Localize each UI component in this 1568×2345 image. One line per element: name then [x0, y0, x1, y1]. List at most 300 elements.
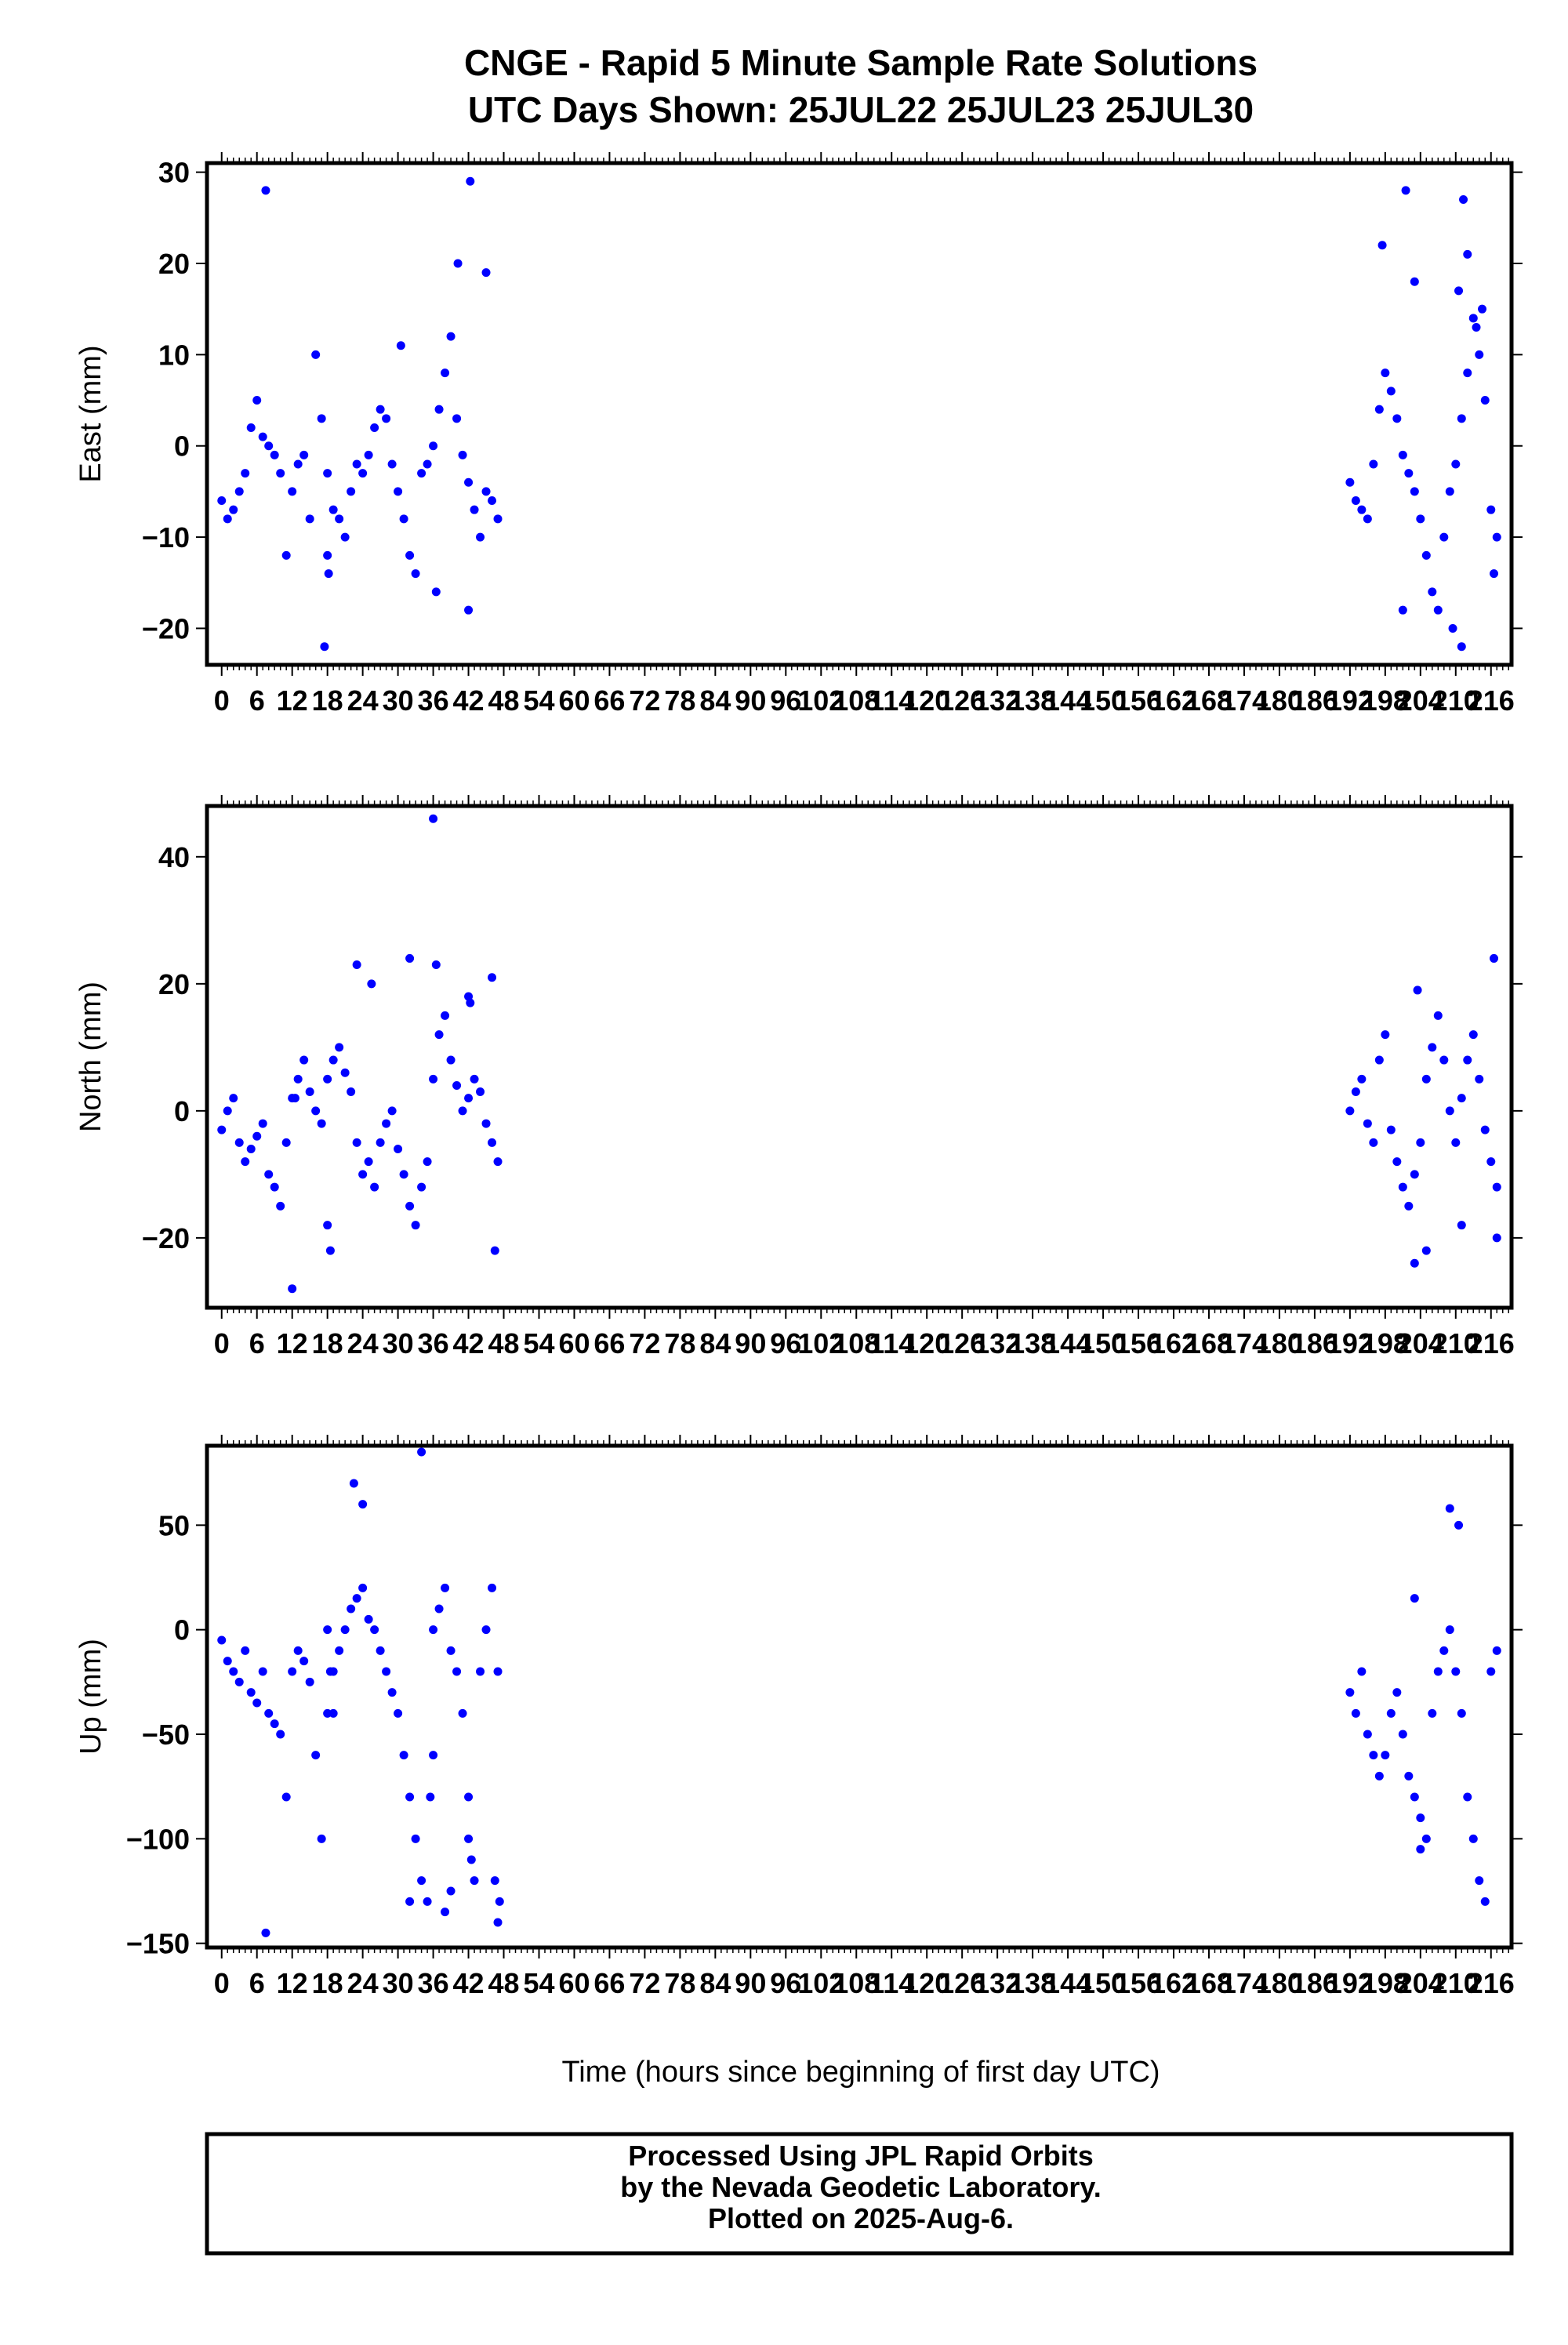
- north-x-tick-label: 132: [974, 1327, 1022, 1359]
- east-data-point: [1459, 195, 1468, 204]
- east-data-point: [435, 405, 444, 414]
- east-x-tick-label: 30: [382, 684, 414, 717]
- up-data-point: [1422, 1835, 1431, 1843]
- up-data-point: [259, 1668, 267, 1676]
- east-data-point: [452, 414, 461, 423]
- north-data-point: [417, 1183, 426, 1192]
- north-x-tick-label: 114: [869, 1327, 915, 1359]
- east-x-tick-label: 216: [1467, 684, 1515, 717]
- up-y-tick-label: −50: [141, 1719, 190, 1751]
- up-data-point: [1410, 1594, 1419, 1603]
- east-data-point: [370, 423, 379, 432]
- east-data-point: [1493, 533, 1501, 542]
- north-data-point: [370, 1183, 379, 1192]
- east-x-tick-label: 210: [1432, 684, 1479, 717]
- up-x-tick-label: 174: [1220, 1967, 1268, 1999]
- east-data-point: [470, 506, 479, 514]
- north-data-point: [432, 960, 441, 969]
- east-data-point: [388, 460, 397, 469]
- east-x-tick-label: 84: [699, 684, 731, 717]
- east-data-point: [259, 433, 267, 441]
- north-data-point: [1493, 1233, 1501, 1242]
- north-x-tick-label: 72: [629, 1327, 661, 1359]
- north-data-point: [466, 999, 474, 1007]
- up-data-point: [1451, 1668, 1460, 1676]
- north-data-point: [247, 1145, 256, 1153]
- east-data-point: [400, 514, 408, 523]
- north-data-point: [270, 1183, 279, 1192]
- east-data-point: [1434, 606, 1443, 615]
- east-x-tick-label: 66: [593, 684, 626, 717]
- up-data-point: [464, 1793, 473, 1802]
- up-data-point: [459, 1709, 467, 1718]
- north-data-point: [412, 1221, 420, 1229]
- east-data-point: [1404, 469, 1413, 477]
- north-x-tick-label: 60: [558, 1327, 590, 1359]
- up-data-point: [1493, 1646, 1501, 1655]
- up-data-point: [429, 1625, 437, 1634]
- east-x-tick-label: 102: [797, 684, 845, 717]
- up-x-tick-label: 0: [213, 1967, 230, 1999]
- up-data-point: [426, 1793, 434, 1802]
- north-x-tick-label: 156: [1114, 1327, 1163, 1359]
- east-data-point: [1457, 414, 1466, 423]
- up-x-tick-label: 102: [797, 1967, 845, 1999]
- up-data-point: [261, 1929, 270, 1937]
- up-x-tick-label: 6: [249, 1967, 265, 1999]
- up-data-point: [252, 1699, 261, 1708]
- east-data-point: [1463, 250, 1472, 259]
- north-y-axis-label: North (mm): [74, 981, 107, 1133]
- north-data-point: [1457, 1221, 1466, 1229]
- east-data-point: [397, 341, 405, 350]
- north-y-tick-label: −20: [141, 1222, 190, 1254]
- north-data-point: [365, 1157, 373, 1166]
- east-data-point: [423, 460, 432, 469]
- east-data-point: [1410, 487, 1419, 495]
- up-x-tick-label: 78: [664, 1967, 696, 1999]
- up-data-point: [1381, 1751, 1389, 1759]
- north-data-point: [1446, 1106, 1454, 1115]
- up-data-point: [241, 1646, 249, 1655]
- up-data-point: [417, 1876, 426, 1885]
- north-data-point: [291, 1094, 299, 1102]
- east-data-point: [1399, 451, 1407, 459]
- east-data-point: [405, 551, 414, 560]
- north-x-tick-label: 216: [1467, 1327, 1515, 1359]
- east-data-point: [323, 469, 332, 477]
- up-data-point: [341, 1625, 350, 1634]
- north-data-point: [335, 1043, 343, 1051]
- east-data-point: [353, 460, 361, 469]
- north-data-point: [1369, 1138, 1377, 1147]
- east-data-point: [394, 487, 402, 495]
- east-data-point: [412, 569, 420, 578]
- up-data-point: [1446, 1505, 1454, 1513]
- up-data-point: [470, 1876, 479, 1885]
- east-data-point: [476, 533, 485, 542]
- north-data-point: [329, 1056, 338, 1065]
- east-x-tick-label: 108: [833, 684, 880, 717]
- up-x-tick-label: 72: [629, 1967, 661, 1999]
- north-data-point: [447, 1056, 456, 1065]
- up-x-tick-label: 192: [1326, 1967, 1374, 1999]
- up-x-tick-label: 162: [1149, 1967, 1198, 1999]
- east-x-tick-label: 174: [1220, 684, 1268, 717]
- east-data-point: [325, 569, 333, 578]
- north-data-point: [482, 1120, 491, 1128]
- north-data-point: [1357, 1075, 1366, 1084]
- north-data-point: [1416, 1138, 1425, 1147]
- east-x-tick-label: 168: [1185, 684, 1233, 717]
- north-x-tick-label: 24: [347, 1327, 379, 1359]
- up-data-point: [370, 1625, 379, 1634]
- east-data-point: [270, 451, 279, 459]
- east-data-point: [1416, 514, 1425, 523]
- north-x-tick-label: 42: [452, 1327, 485, 1359]
- north-data-point: [217, 1126, 226, 1134]
- up-x-tick-label: 180: [1255, 1967, 1303, 1999]
- up-x-tick-label: 168: [1185, 1967, 1233, 1999]
- up-data-point: [1446, 1625, 1454, 1634]
- up-data-point: [1369, 1751, 1377, 1759]
- east-x-tick-label: 198: [1361, 684, 1409, 717]
- up-data-point: [358, 1500, 367, 1508]
- up-data-point: [405, 1897, 414, 1906]
- east-data-point: [494, 514, 503, 523]
- north-data-point: [459, 1106, 467, 1115]
- north-data-point: [1428, 1043, 1436, 1051]
- east-x-tick-label: 96: [770, 684, 802, 717]
- east-x-tick-label: 156: [1114, 684, 1163, 717]
- east-data-point: [247, 423, 256, 432]
- up-x-tick-label: 132: [974, 1967, 1022, 1999]
- north-data-point: [1422, 1075, 1431, 1084]
- east-data-point: [1345, 478, 1354, 487]
- east-y-axis-label: East (mm): [74, 345, 107, 483]
- north-x-tick-label: 18: [311, 1327, 343, 1359]
- north-data-point: [229, 1094, 238, 1102]
- up-data-point: [294, 1646, 303, 1655]
- east-data-point: [329, 506, 338, 514]
- north-data-point: [1399, 1183, 1407, 1192]
- east-x-tick-label: 144: [1044, 684, 1092, 717]
- north-x-tick-label: 108: [833, 1327, 880, 1359]
- up-data-point: [1463, 1793, 1472, 1802]
- north-x-tick-label: 204: [1396, 1327, 1444, 1359]
- up-x-tick-label: 120: [903, 1967, 951, 1999]
- up-data-point: [1434, 1668, 1443, 1676]
- up-data-point: [405, 1793, 414, 1802]
- up-data-point: [476, 1668, 485, 1676]
- north-data-point: [276, 1202, 285, 1211]
- north-data-point: [488, 1138, 496, 1147]
- north-data-point: [491, 1247, 499, 1255]
- up-x-tick-label: 24: [347, 1967, 379, 1999]
- up-data-point: [494, 1918, 503, 1927]
- up-data-point: [1439, 1646, 1448, 1655]
- east-x-tick-label: 60: [558, 684, 590, 717]
- north-data-point: [1486, 1157, 1495, 1166]
- up-y-tick-label: −100: [125, 1823, 190, 1856]
- north-x-tick-label: 192: [1326, 1327, 1374, 1359]
- east-data-point: [482, 487, 491, 495]
- up-data-point: [335, 1646, 343, 1655]
- up-x-tick-label: 156: [1114, 1967, 1163, 1999]
- up-data-point: [323, 1625, 332, 1634]
- east-y-tick-label: 10: [158, 339, 190, 372]
- footer-line-1: Processed Using JPL Rapid Orbits: [628, 2140, 1094, 2172]
- east-data-point: [1454, 286, 1463, 295]
- up-data-point: [467, 1856, 476, 1864]
- up-x-tick-label: 210: [1432, 1967, 1479, 1999]
- up-data-point: [1392, 1688, 1401, 1697]
- up-data-point: [264, 1709, 273, 1718]
- up-data-point: [1457, 1709, 1466, 1718]
- up-x-tick-label: 108: [833, 1967, 880, 1999]
- east-y-tick-label: 30: [158, 156, 190, 189]
- east-data-point: [1490, 569, 1498, 578]
- east-data-point: [335, 514, 343, 523]
- up-data-point: [494, 1668, 503, 1676]
- east-data-point: [288, 487, 296, 495]
- east-x-tick-label: 120: [903, 684, 951, 717]
- north-data-point: [1392, 1157, 1401, 1166]
- north-x-tick-label: 150: [1080, 1327, 1127, 1359]
- north-data-point: [326, 1247, 335, 1255]
- up-data-point: [482, 1625, 491, 1634]
- up-data-point: [358, 1584, 367, 1592]
- up-data-point: [452, 1668, 461, 1676]
- up-data-point: [1399, 1730, 1407, 1739]
- north-data-point: [1345, 1106, 1354, 1115]
- north-data-point: [429, 1075, 437, 1084]
- east-data-point: [1428, 587, 1436, 596]
- east-x-tick-label: 192: [1326, 684, 1374, 717]
- east-data-point: [1478, 305, 1486, 314]
- north-x-tick-label: 48: [488, 1327, 520, 1359]
- north-x-tick-label: 12: [276, 1327, 308, 1359]
- east-data-point: [1481, 396, 1490, 405]
- up-data-point: [491, 1876, 499, 1885]
- east-data-point: [459, 451, 467, 459]
- east-data-point: [217, 496, 226, 505]
- up-data-point: [388, 1688, 397, 1697]
- north-x-tick-label: 162: [1149, 1327, 1198, 1359]
- north-data-point: [353, 1138, 361, 1147]
- up-x-tick-label: 36: [417, 1967, 449, 1999]
- up-x-tick-label: 30: [382, 1967, 414, 1999]
- north-data-point: [1410, 1259, 1419, 1268]
- north-data-point: [306, 1087, 314, 1096]
- up-data-point: [464, 1835, 473, 1843]
- east-x-tick-label: 48: [488, 684, 520, 717]
- north-data-point: [1434, 1011, 1443, 1020]
- east-data-point: [306, 514, 314, 523]
- up-data-point: [1345, 1688, 1354, 1697]
- east-data-point: [1475, 350, 1483, 359]
- up-y-tick-label: 50: [158, 1509, 190, 1542]
- north-data-point: [388, 1106, 397, 1115]
- east-data-point: [294, 460, 303, 469]
- north-data-point: [223, 1106, 232, 1115]
- up-data-point: [1352, 1709, 1360, 1718]
- east-data-point: [1422, 551, 1431, 560]
- east-data-point: [1369, 460, 1377, 469]
- east-x-tick-label: 42: [452, 684, 485, 717]
- up-data-point: [1357, 1668, 1366, 1676]
- east-data-point: [1469, 314, 1478, 322]
- up-data-point: [412, 1835, 420, 1843]
- east-x-tick-label: 78: [664, 684, 696, 717]
- east-data-point: [464, 478, 473, 487]
- up-x-tick-label: 90: [735, 1967, 767, 1999]
- up-x-tick-label: 198: [1361, 1967, 1409, 1999]
- east-data-point: [241, 469, 249, 477]
- up-data-point: [247, 1688, 256, 1697]
- east-data-point: [1449, 624, 1457, 633]
- footer-line-2: by the Nevada Geodetic Laboratory.: [620, 2171, 1102, 2203]
- east-data-point: [365, 451, 373, 459]
- footer-line-3: Plotted on 2025-Aug-6.: [707, 2202, 1014, 2234]
- north-x-tick-label: 96: [770, 1327, 802, 1359]
- east-data-point: [432, 587, 441, 596]
- east-data-point: [1463, 368, 1472, 377]
- north-y-tick-label: 20: [158, 967, 190, 1000]
- north-x-tick-label: 102: [797, 1327, 845, 1359]
- up-data-point: [350, 1479, 358, 1488]
- east-data-point: [1439, 533, 1448, 542]
- east-data-point: [441, 368, 449, 377]
- north-data-point: [1414, 986, 1422, 994]
- north-data-point: [264, 1170, 273, 1178]
- east-data-point: [276, 469, 285, 477]
- north-data-point: [241, 1157, 249, 1166]
- up-y-tick-label: −150: [125, 1927, 190, 1960]
- up-data-point: [311, 1751, 320, 1759]
- north-data-point: [464, 1094, 473, 1102]
- up-x-tick-label: 96: [770, 1967, 802, 1999]
- north-data-point: [405, 1202, 414, 1211]
- up-data-point: [329, 1709, 338, 1718]
- east-data-point: [1378, 241, 1387, 249]
- up-data-point: [394, 1709, 402, 1718]
- east-data-point: [299, 451, 308, 459]
- north-data-point: [1490, 954, 1498, 963]
- north-data-point: [347, 1087, 355, 1096]
- up-data-point: [429, 1751, 437, 1759]
- up-data-point: [306, 1678, 314, 1686]
- up-x-tick-label: 84: [699, 1967, 731, 1999]
- east-data-point: [229, 506, 238, 514]
- north-data-point: [382, 1120, 390, 1128]
- up-data-point: [288, 1668, 296, 1676]
- north-x-tick-label: 78: [664, 1327, 696, 1359]
- up-data-point: [223, 1657, 232, 1665]
- east-x-tick-label: 90: [735, 684, 767, 717]
- east-data-point: [341, 533, 350, 542]
- east-data-point: [358, 469, 367, 477]
- north-data-point: [341, 1069, 350, 1077]
- north-data-point: [282, 1138, 291, 1147]
- up-data-point: [1475, 1876, 1483, 1885]
- up-data-point: [423, 1897, 432, 1906]
- up-data-point: [1416, 1813, 1425, 1822]
- north-data-point: [1463, 1056, 1472, 1065]
- chart-title-line-1: CNGE - Rapid 5 Minute Sample Rate Solutions: [463, 42, 1258, 83]
- up-x-tick-label: 144: [1044, 1967, 1092, 1999]
- east-data-point: [1486, 506, 1495, 514]
- north-x-tick-label: 198: [1361, 1327, 1409, 1359]
- east-x-tick-label: 18: [311, 684, 343, 717]
- north-data-point: [1469, 1030, 1478, 1039]
- north-data-point: [376, 1138, 385, 1147]
- up-data-point: [400, 1751, 408, 1759]
- north-x-tick-label: 138: [1009, 1327, 1057, 1359]
- north-data-point: [1457, 1094, 1466, 1102]
- east-y-tick-label: 20: [158, 248, 190, 280]
- north-data-point: [1363, 1120, 1372, 1128]
- east-x-tick-label: 162: [1149, 684, 1198, 717]
- east-data-point: [447, 332, 456, 341]
- east-data-point: [1410, 278, 1419, 286]
- up-data-point: [347, 1605, 355, 1614]
- x-axis-label: Time (hours since beginning of first day UTC): [561, 2056, 1160, 2089]
- east-x-tick-label: 150: [1080, 684, 1127, 717]
- up-data-point: [382, 1668, 390, 1676]
- east-x-tick-label: 180: [1255, 684, 1303, 717]
- north-data-point: [1439, 1056, 1448, 1065]
- up-data-point: [299, 1657, 308, 1665]
- north-data-point: [1375, 1056, 1384, 1065]
- north-x-tick-label: 120: [903, 1327, 951, 1359]
- north-data-point: [452, 1081, 461, 1090]
- north-x-tick-label: 144: [1044, 1327, 1092, 1359]
- north-data-point: [394, 1145, 402, 1153]
- north-data-point: [400, 1170, 408, 1178]
- east-x-tick-label: 114: [869, 684, 915, 717]
- north-data-point: [1352, 1087, 1360, 1096]
- up-data-point: [1410, 1793, 1419, 1802]
- east-x-tick-label: 132: [974, 684, 1022, 717]
- north-data-point: [429, 815, 437, 823]
- chart-title-line-2: UTC Days Shown: 25JUL22 25JUL23 25JUL30: [467, 89, 1254, 130]
- north-x-tick-label: 84: [699, 1327, 731, 1359]
- east-data-point: [252, 396, 261, 405]
- east-data-point: [482, 268, 491, 277]
- east-x-tick-label: 204: [1396, 684, 1444, 717]
- east-data-point: [376, 405, 385, 414]
- east-data-point: [347, 487, 355, 495]
- north-data-point: [441, 1011, 449, 1020]
- up-x-tick-label: 216: [1467, 1967, 1515, 1999]
- north-data-point: [311, 1106, 320, 1115]
- up-data-point: [235, 1678, 244, 1686]
- east-x-tick-label: 36: [417, 684, 449, 717]
- up-x-tick-label: 204: [1396, 1967, 1444, 1999]
- east-data-point: [1363, 514, 1372, 523]
- up-x-tick-label: 150: [1080, 1967, 1127, 1999]
- east-x-tick-label: 54: [523, 684, 555, 717]
- north-data-point: [488, 973, 496, 982]
- north-data-point: [494, 1157, 503, 1166]
- north-x-tick-label: 54: [523, 1327, 555, 1359]
- north-data-point: [1451, 1138, 1460, 1147]
- north-data-point: [367, 979, 376, 988]
- east-data-point: [1446, 487, 1454, 495]
- east-x-tick-label: 6: [249, 684, 265, 717]
- east-y-tick-label: −20: [141, 612, 190, 645]
